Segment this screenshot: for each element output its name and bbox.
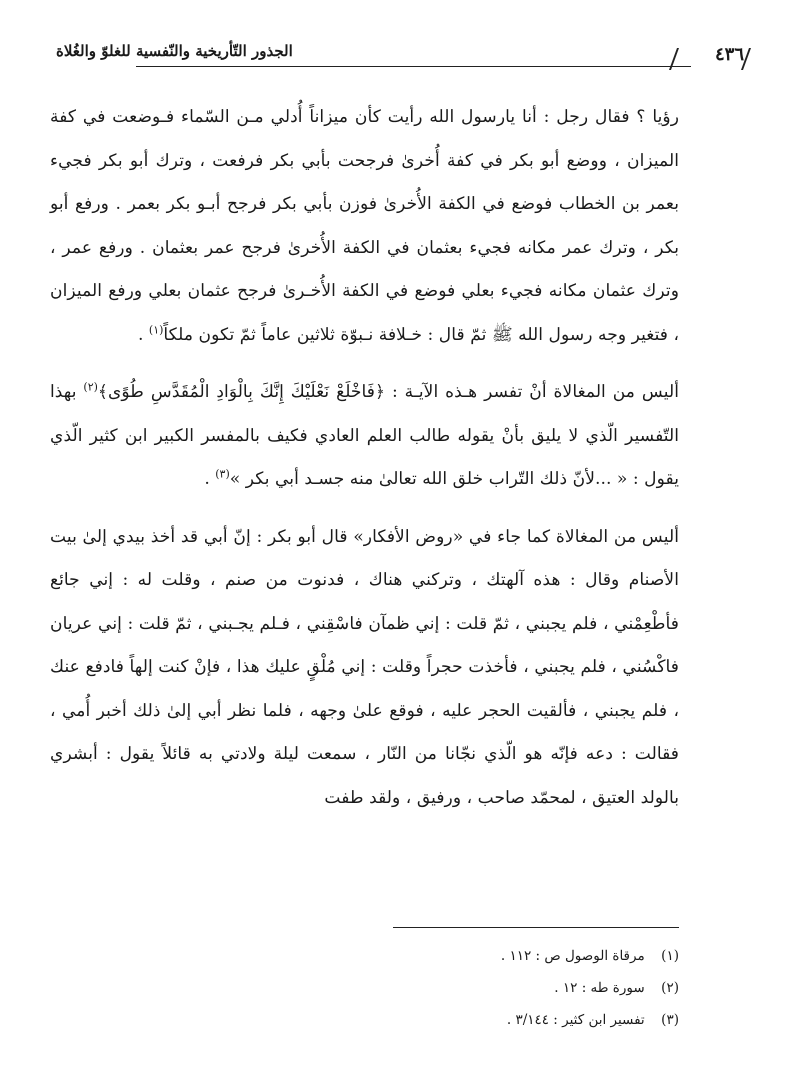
footnote-text: سورة طه : ١٢ . — [554, 980, 645, 996]
footnote-ref-3[interactable]: (٣) — [215, 467, 230, 481]
footnote-item — [300, 972, 679, 1004]
body-text — [50, 96, 679, 820]
footnote-number: (١) — [661, 948, 679, 964]
paragraph-2: أليس من المغالاة أنْ تفسر هـذه الآيـة : ﴿فَاخْلَعْ نَعْلَيْكَ إِنَّكَ بِالْوَادِ الْمُقَدَّسِ طُوًى﴾$^{(٢)}$ بهذا التّفسير الّذي لا يليق بأنْ يقوله طالب العلم العادي فكيف بالمفسر الكبير ابن كثير الّذي يقول : « ...لأنّ ذلك التّراب خلق الله تعالىٰ منه جسـد أبي بكر »$^{(٣)}$ . — [50, 380, 679, 489]
page-number: ٤٣٦ — [714, 44, 744, 65]
paragraph-1: رؤيا ؟ فقال رجل : أنا يارسول الله رأيت كأن ميزاناً أُدلي مـن السّماء فـوضعت في كفة الميزان ، ووضع أبو بكر في كفة أُخرىٰ فرجحت بأبي بكر فرفعت ، وترك أبو بكر فجيء بعمر بن الخطاب فوضع في الكفة الأُخرىٰ فوزن بأبي بكر فرجح أبـو بكر بعمر . ورفع أبو بكر ، وترك عمر مكانه فجيء بعثمان في الكفة الأُخرىٰ فرجح عمر بعثمان . ورفع عمر ، وترك عثمان مكانه فجيء بعلي فوضع في الكفة الأُخـرىٰ فرجح عثمان بعلي ورفع الميزان ، فتغير وجه رسول الله ﷺ ثمّ قال : خـلافة نـبوّة ثلاثين عاماً ثمّ تكون ملكاً$^{(١)}$ . — [50, 107, 679, 345]
running-header-title: الجذور التّأريخية والنّفسية للغلوّ والغُلاة — [56, 42, 293, 60]
footnote-item — [300, 1004, 679, 1036]
paragraph-3: أليس من المغالاة كما جاء في «روض الأفكار» قال أبو بكر : إنّ أبي قد أخذ بيدي إلىٰ بيت الأصنام وقال : هذه آلهتك ، وتركني هناك ، فدنوت من صنم ، وقلت له : إني جائع فأطْعِمْني ، فلم يجبني ، ثمّ قلت : إني ظمآن فاسْقِني ، فـلم يجـبني ، ثمّ قلت : إني عريان فاكْسُني ، فلم يجبني ، فأخذت حجراً وقلت : إني مُلْقٍ عليك هذا ، فإنْ كنت إلهاً فادفع عنك ، فلم يجبني ، فألقيت الحجر عليه ، فوقع علىٰ وجهه ، فلما نظر أبي إلىٰ ذلك أخبر أُمي ، فقالت : دعه فإنّه هو الّذي نجّانا من النّار ، سمعت ليلة ولادتي به قائلاً يقول : أبشري بالولد العتيق ، لمحمّد صاحب ، ورفيق ، ولقد طفت — [50, 526, 679, 808]
footnote-number: (٣) — [661, 1012, 679, 1028]
footnote-rule — [393, 927, 679, 928]
footnote-ref-2[interactable]: (٢) — [83, 380, 98, 394]
footnote-item — [300, 940, 679, 972]
footnotes — [300, 940, 679, 1036]
footnote-number: (٢) — [661, 980, 679, 996]
footnote-text: مرقاة الوصول ص : ١١٢ . — [500, 948, 645, 964]
footnote-text: تفسير ابن كثير : ٣/١٤٤ . — [506, 1012, 645, 1028]
footnote-ref-1[interactable]: (١) — [148, 322, 164, 336]
header-rule — [136, 66, 691, 67]
